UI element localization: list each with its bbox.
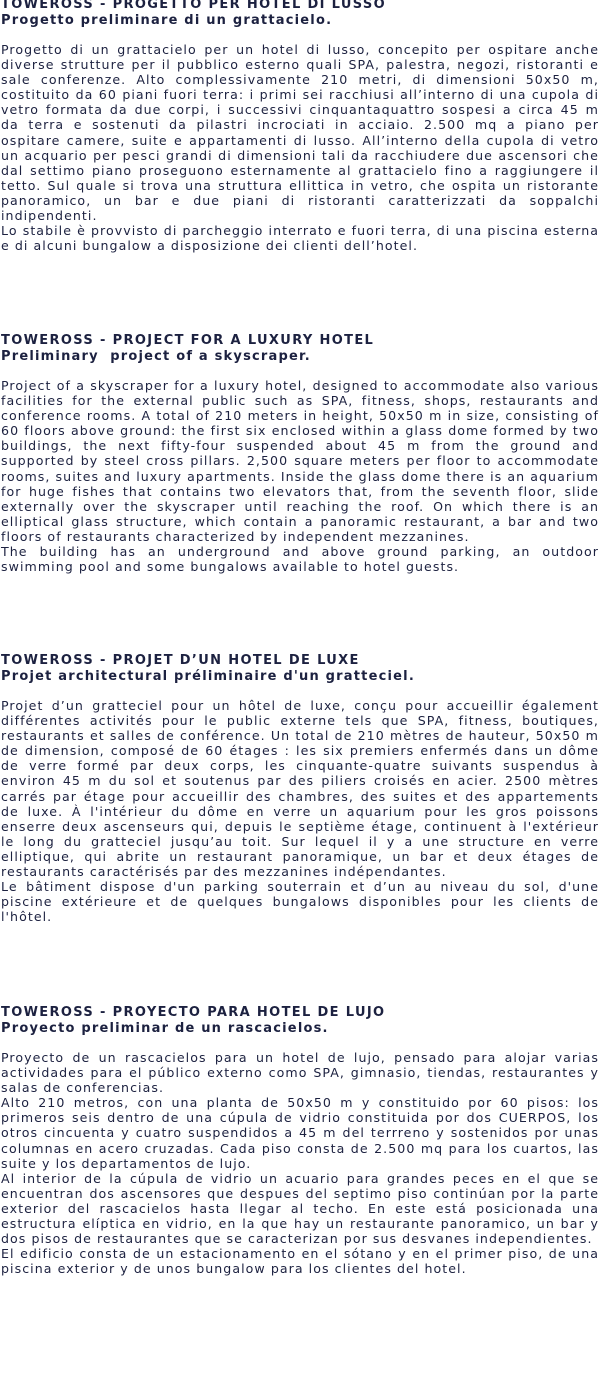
- section-french: [0, 653, 600, 924]
- section-title: TOWEROSS - PROJECT FOR A LUXURY HOTEL: [1, 333, 375, 348]
- section-paragraph: Lo stabile è provvisto di parcheggio interrato e fuori terra, di una piscina esterna e di alcuni bungalow a disposizione dei clienti dell’hotel.: [1, 223, 599, 254]
- section-title: TOWEROSS - PROYECTO PARA HOTEL DE LUJO: [1, 1005, 386, 1020]
- section-paragraph: Projet d’un gratteciel pour un hôtel de luxe, conçu pour accueillir également différentes activités pour le public externe tels que SPA, fitness, boutiques, restaurants et salles de conférence. Un total de 210 mètres de hauteur, 50x50 m de dimension, composé de 60 étages : les six premiers enfermés dans un dôme de verre formé par deux corps, les cinquante-quatre suivants suspendus à environ 45 m du sol et soutenus par des piliers croisés en acier. 2500 mètres carrés par étage pour accueillir des chambres, des suites et des appartements de luxe. À l'intérieur du dôme en verre un aquarium pour les gros poissons enserre deux ascenseurs qui, depuis le septième étage, continuent à l'extérieur le long du gratteciel jusqu’au toit. Sur lequel il y a une structure en verre elliptique, qui abrite un restaurant panoramique, un bar et deux étages de restaurants caractérisés par des mezzanines indépendantes.: [1, 698, 599, 880]
- section-subtitle: Projet architectural préliminaire d'un gratteciel.: [1, 669, 415, 684]
- section-italian: [0, 0, 600, 253]
- section-spanish: [0, 1005, 600, 1276]
- section-title: TOWEROSS - PROGETTO PER HOTEL DI LUSSO: [1, 0, 386, 12]
- section-title: TOWEROSS - PROJET D’UN HOTEL DE LUXE: [1, 653, 360, 668]
- section-english: [0, 333, 600, 574]
- section-paragraph: Alto 210 metros, con una planta de 50x50 m y constituido por 60 pisos: los primeros seis dentro de una cúpula de vidrio constituida por dos CUERPOS, los otros cincuenta y cuatro suspendidos a 45 m del terrreno y sostenidos por unas columnas en acero cruzadas. Cada piso consta de 2.500 mq para los cuartos, las suite y los departamentos de lujo.: [1, 1095, 599, 1171]
- section-subtitle: Preliminary project of a skyscraper.: [1, 349, 311, 364]
- section-paragraph: Proyecto de un rascacielos para un hotel de lujo, pensado para alojar varias actividades para el público externo como SPA, gimnasio, tiendas, restaurantes y salas de conferencias.: [1, 1050, 599, 1096]
- section-paragraph: Progetto di un grattacielo per un hotel di lusso, concepito per ospitare anche diverse strutture per il pubblico esterno quali SPA, palestra, negozi, ristoranti e sale conferenze. Alto complessivamente 210 metri, di dimensioni 50x50 m, costituito da 60 piani fuori terra: i primi sei racchiusi all’interno di una cupola di vetro formata da due corpi, i successivi cinquantaquattro sospesi a circa 45 m da terra e sostenuti da pilastri incrociati in acciaio. 2.500 mq a piano per ospitare camere, suite e appartamenti di lusso. All’interno della cupola di vetro un acquario per pesci grandi di dimensioni tali da racchiudere due ascensori che dal settimo piano proseguono esternamente al grattacielo fino a raggiungere il tetto. Sul quale si trova una struttura ellittica in vetro, che ospita un ristorante panoramico, un bar e due piani di ristoranti caratterizzati da soppalchi indipendenti.: [1, 42, 599, 224]
- section-paragraph: The building has an underground and above ground parking, an outdoor swimming pool and some bungalows available to hotel guests.: [1, 544, 599, 575]
- section-paragraph: Le bâtiment dispose d'un parking souterrain et d’un au niveau du sol, d'une piscine extérieure et de quelques bungalows disponibles pour les clients de l'hôtel.: [1, 879, 599, 925]
- section-paragraph: Project of a skyscraper for a luxury hotel, designed to accommodate also various facilities for the external public such as SPA, fitness, shops, restaurants and conference rooms. A total of 210 meters in height, 50x50 m in size, consisting of 60 floors above ground: the first six enclosed within a glass dome formed by two buildings, the next fifty-four suspended about 45 m from the ground and supported by steel cross pillars. 2,500 square meters per floor to accommodate rooms, suites and luxury apartments. Inside the glass dome there is an aquarium for huge fishes that contains two elevators that, from the seventh floor, slide externally over the skyscraper until reaching the roof. On which there is an elliptical glass structure, which contain a panoramic restaurant, a bar and two floors of restaurants characterized by independent mezzanines.: [1, 378, 599, 544]
- section-subtitle: Proyecto preliminar de un rascacielos.: [1, 1021, 329, 1036]
- section-paragraph: Al interior de la cúpula de vidrio un acuario para grandes peces en el que se encuentran dos ascensores que despues del septimo piso continúan por la parte exterior del rascacielos hasta llegar al techo. En este está posicionada una estructura elíptica en vidrio, en la que hay un restaurante panoramico, un bar y dos pisos de restaurantes que se caracterizan por sus desvanes independientes.: [1, 1170, 599, 1247]
- section-paragraph: El edificio consta de un estacionamento en el sótano y en el primer piso, de una piscina exterior y de unos bungalow para los clientes del hotel.: [1, 1246, 599, 1277]
- section-subtitle: Progetto preliminare di un grattacielo.: [1, 13, 333, 28]
